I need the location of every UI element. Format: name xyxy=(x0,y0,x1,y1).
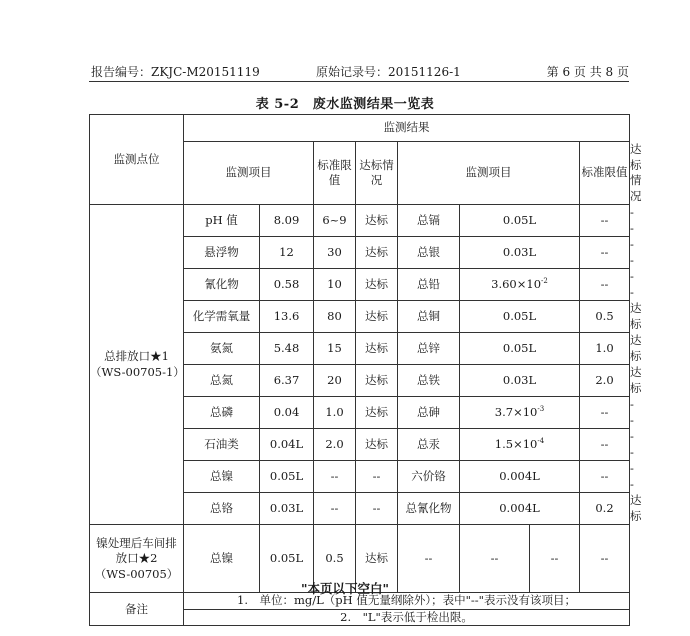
cell-status: 达标 xyxy=(356,429,398,461)
header-item-2: 监测项目 xyxy=(398,142,580,205)
cell-limit-2: -- xyxy=(580,237,630,269)
cell-value: 12 xyxy=(260,237,314,269)
outlet2-status2: -- xyxy=(580,525,630,593)
cell-limit: 1.0 xyxy=(314,397,356,429)
cell-value: 0.58 xyxy=(260,269,314,301)
cell-limit: 10 xyxy=(314,269,356,301)
note-2: 2. "L"表示低于检出限。 xyxy=(184,609,630,626)
cell-item: 总氮 xyxy=(184,365,260,397)
cell-limit-2: 1.0 xyxy=(580,333,630,365)
cell-limit: -- xyxy=(314,461,356,493)
cell-status: 达标 xyxy=(356,269,398,301)
cell-item-2: 总银 xyxy=(398,237,460,269)
table-row: 石油类 0.04L 2.0 达标 总汞 $1.5\times 10^{-4}$ -- -- xyxy=(90,429,630,461)
cell-limit: -- xyxy=(314,493,356,525)
page-number: 第 6 页 共 8 页 xyxy=(546,65,629,79)
cell-value: 0.03L xyxy=(260,493,314,525)
table-row: 氨氮 5.48 15 达标 总锌 0.05L 1.0 达标 xyxy=(90,333,630,365)
cell-item: 总磷 xyxy=(184,397,260,429)
note-1: 1. 单位：mg/L（pH 值无量纲除外）；表中"--"表示没有该项目； xyxy=(184,593,630,610)
outlet2-value: 0.05L xyxy=(260,525,314,593)
cell-value: 0.05L xyxy=(260,461,314,493)
outlet2-item2: -- xyxy=(398,525,460,593)
cell-value-2: 0.05L xyxy=(460,205,580,237)
outlet2-limit: 0.5 xyxy=(314,525,356,593)
cell-item-2: 总铜 xyxy=(398,301,460,333)
outlet2-status: 达标 xyxy=(356,525,398,593)
cell-item-2: 总汞 xyxy=(398,429,460,461)
cell-status: 达标 xyxy=(356,333,398,365)
cell-limit-2: -- xyxy=(580,461,630,493)
cell-item: 悬浮物 xyxy=(184,237,260,269)
cell-limit-2: -- xyxy=(580,205,630,237)
cell-value-2: 0.05L xyxy=(460,333,580,365)
report-number: 报告编号：ZKJC-M20151119 xyxy=(91,65,260,79)
outlet1-point xyxy=(90,205,184,525)
cell-value: 8.09 xyxy=(260,205,314,237)
header-limit-2: 标准限值 xyxy=(580,142,630,205)
cell-limit: 2.0 xyxy=(314,429,356,461)
outlet2-name-line1: 镍处理后车间排 xyxy=(96,535,177,550)
cell-value-2: 0.03L xyxy=(460,237,580,269)
value-mantissa: 3.7×10 xyxy=(494,405,538,419)
header-limit: 标准限值 xyxy=(314,142,356,205)
table-row: 总铬 0.03L -- -- 总氰化物 0.004L 0.2 达标 xyxy=(90,493,630,525)
cell-limit: 6~9 xyxy=(314,205,356,237)
cell-item-2: 总砷 xyxy=(398,397,460,429)
value-exponent: -4 xyxy=(537,437,545,446)
table-row: 氰化物 0.58 10 达标 总铅 $3.60\times 10^{-2}$ -- -- xyxy=(90,269,630,301)
cell-value: 5.48 xyxy=(260,333,314,365)
cell-limit: 15 xyxy=(314,333,356,365)
cell-status: 达标 xyxy=(356,365,398,397)
cell-value: 0.04L xyxy=(260,429,314,461)
outlet2-limit2: -- xyxy=(530,525,580,593)
cell-item-2: 总铅 xyxy=(398,269,460,301)
cell-item: 总铬 xyxy=(184,493,260,525)
table-row: 总镍 0.05L -- -- 六价铬 0.004L -- -- xyxy=(90,461,630,493)
value-mantissa: 3.60×10 xyxy=(491,276,542,291)
cell-limit-2: 2.0 xyxy=(580,365,630,397)
cell-item: 氨氮 xyxy=(184,333,260,365)
table-row: 总磷 0.04 1.0 达标 总砷 $3.7\times 10^{-3}$ -- -- xyxy=(90,397,630,429)
table-row: 化学需氧量 13.6 80 达标 总铜 0.05L 0.5 达标 xyxy=(90,301,630,333)
cell-limit-2: 0.2 xyxy=(580,493,630,525)
record-number: 原始记录号：20151126-1 xyxy=(316,65,461,79)
cell-item: 石油类 xyxy=(184,429,260,461)
cell-item-2: 总氰化物 xyxy=(398,493,460,525)
cell-item: 氰化物 xyxy=(184,269,260,301)
cell-limit-2: -- xyxy=(580,269,630,301)
outlet2-code: （WS-00705） xyxy=(94,566,179,581)
cell-value-2: 0.004L xyxy=(460,461,580,493)
value-exponent: -3 xyxy=(537,405,545,414)
table-row: 悬浮物 12 30 达标 总银 0.03L -- -- xyxy=(90,237,630,269)
outlet2-item: 总镍 xyxy=(184,525,260,593)
cell-status: 达标 xyxy=(356,301,398,333)
table-row: 总排放口★1 （WS-00705-1） pH 值 8.09 6~9 达标 总镉 0.05L -- -- xyxy=(90,205,630,237)
cell-limit-2: 0.5 xyxy=(580,301,630,333)
table-row: 总氮 6.37 20 达标 总铁 0.03L 2.0 达标 xyxy=(90,365,630,397)
cell-item: 总镍 xyxy=(184,461,260,493)
cell-status: -- xyxy=(356,493,398,525)
cell-value: 13.6 xyxy=(260,301,314,333)
cell-value-2: 0.03L xyxy=(460,365,580,397)
header-status: 达标情况 xyxy=(356,142,398,205)
cell-value-2 xyxy=(460,397,580,429)
value-exponent: -2 xyxy=(541,277,548,286)
outlet1-code: （WS-00705-1） xyxy=(90,364,185,379)
header-rule xyxy=(89,81,629,82)
cell-status: 达标 xyxy=(356,397,398,429)
cell-limit: 30 xyxy=(314,237,356,269)
cell-item: 化学需氧量 xyxy=(184,301,260,333)
cell-value-2 xyxy=(460,269,580,301)
outlet1-name: 总排放口★1 xyxy=(104,349,169,364)
cell-limit-2: -- xyxy=(580,397,630,429)
table-title: 表 5-2 废水监测结果一览表 xyxy=(255,97,435,112)
cell-item-2: 总镉 xyxy=(398,205,460,237)
cell-limit: 20 xyxy=(314,365,356,397)
cell-item-2: 总铁 xyxy=(398,365,460,397)
cell-item: pH 值 xyxy=(184,205,260,237)
cell-value: 6.37 xyxy=(260,365,314,397)
header-item: 监测项目 xyxy=(184,142,314,205)
cell-status: -- xyxy=(356,461,398,493)
cell-status: 达标 xyxy=(356,205,398,237)
cell-item-2: 总锌 xyxy=(398,333,460,365)
cell-status: 达标 xyxy=(356,237,398,269)
cell-limit: 80 xyxy=(314,301,356,333)
cell-limit-2: -- xyxy=(580,429,630,461)
cell-value-2 xyxy=(460,429,580,461)
cell-value: 0.04 xyxy=(260,397,314,429)
cell-value-2: 0.004L xyxy=(460,493,580,525)
value-mantissa: 1.5×10 xyxy=(494,437,538,452)
cell-value-2: 0.05L xyxy=(460,301,580,333)
outlet2-name-line2: 放口★2 xyxy=(115,551,158,566)
wastewater-results-table: 监测点位 监测结果 监测项目 标准限值 达标情况 监测项目 标准限值 达标情况 总排放口★1 （WS-00705-1） pH 值 8.09 6~9 达标 总镉 0.05L -- -- 悬浮物 12 30 达标 总银 0.03L -- -- 氰化物 0.58 10 达标 总铅 $3.60\times 10^{-2}$ -- -- 化学需氧量 13.6 80 达标 总铜 0.05L 0.5 达标 氨氮 5.48 15 达标 总锌 0.05L 1.0 达标 总氮 6.37 20 达标 总铁 0.03L 2.0 达标 总磷 0.04 1.0 达标 总砷 $3.7\times 10^{-3}$ -- -- 石油类 0.04L 2.0 达标 总汞 $1.5\times 10^{-4}$ -- -- 总镍 0.05L -- -- 六价铬 0.004L -- -- 总铬 0.03L -- -- 总氰化物 0.004L 0.2 达标 镍处理后车间排 放口★2 （WS-00705） 总镍 0.05L 0.5 达标 -- -- -- -- 备注 1. 单位：mg/L（pH 值无量纲除外）；表中"--"表示没有该项目； 2. "L"表示低于检出限。 xyxy=(89,114,630,626)
header-monitoring-point: 监测点位 xyxy=(90,115,184,205)
notes-label: 备注 xyxy=(90,593,184,626)
cell-item-2: 六价铬 xyxy=(398,461,460,493)
header-monitoring-results: 监测结果 xyxy=(184,115,630,142)
blank-page-notice: "本页以下空白" xyxy=(300,581,390,596)
outlet2-value2: -- xyxy=(460,525,530,593)
